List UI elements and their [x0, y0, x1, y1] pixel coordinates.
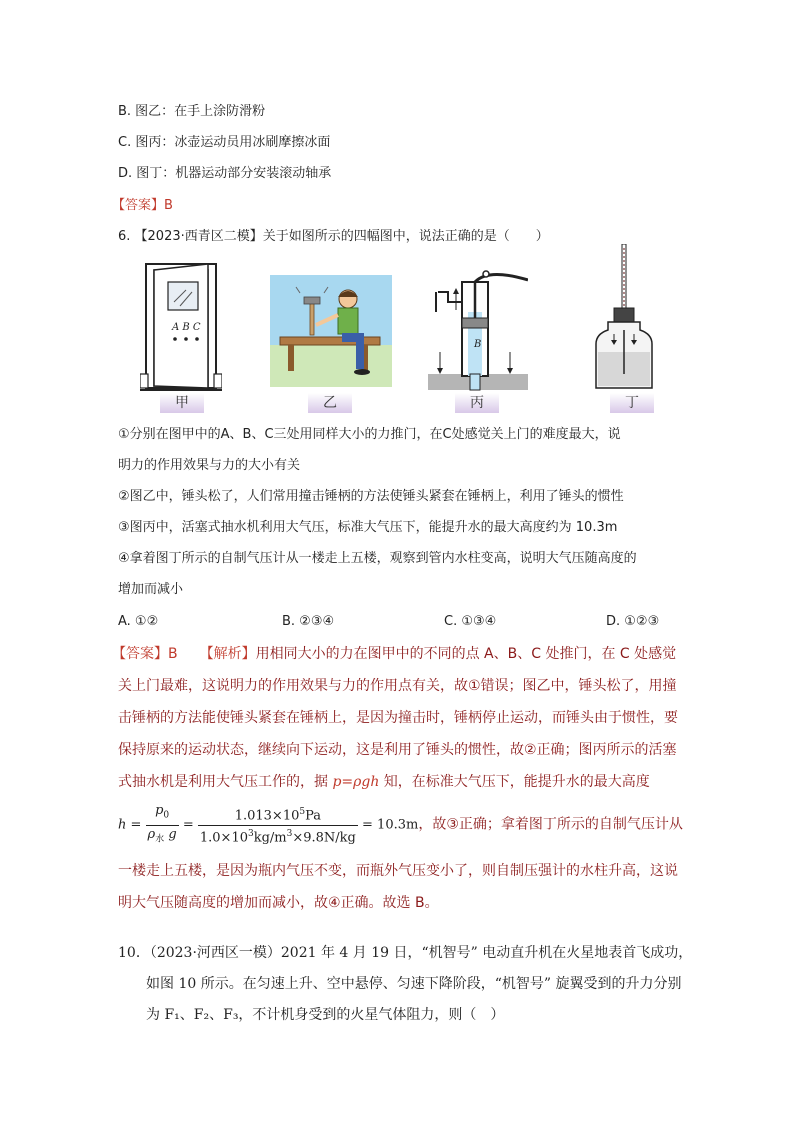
- formula-p0: p: [155, 803, 164, 818]
- formula-result: = 10.3m: [362, 817, 419, 833]
- choice-c: C. ①③④: [444, 614, 497, 629]
- height-formula: h = $\frac{p_0}{\rho_水 g}$ = $\frac{1.013\times 10^5Pa}{1.0\times 10^3kg/m^3\times 9.8N/kg}$ = 10.3m，故③正确；拿着图丁所示的自制气压计从: [118, 802, 683, 848]
- pump-b-label: B: [474, 339, 482, 350]
- analysis-line-2: 关上门最难，这说明力的作用效果与力的作用点有关，故①错误；图乙中，锤头松了，用撞: [118, 678, 677, 694]
- analysis-label: 【解析】: [199, 646, 256, 662]
- formula-frac-2: [198, 804, 358, 846]
- statement-2: ②图乙中，锤头松了，人们常用撞击锤柄的方法使锤头紧套在锤柄上，利用了锤头的惯性: [118, 489, 624, 504]
- analysis-line-5a: 式抽水机是利用大气压工作的，据: [118, 774, 333, 790]
- formula-num-unit: Pa: [305, 808, 322, 824]
- analysis-line-6-tail: ，故③正确；拿着图丁所示的自制气压计从: [418, 816, 683, 833]
- fig-label-bing: 丙: [455, 393, 499, 413]
- choice-a: A. ①②: [118, 614, 159, 629]
- hammer-figure: [270, 275, 392, 387]
- q10-line2: 如图 10 所示。在匀速上升、空中悬停、匀速下降阶段，“机智号” 旋翼受到的升力分别: [146, 976, 682, 992]
- q6-stem: 6. 【2023·西青区二模】关于如图所示的四幅图中，说法正确的是（ ）: [118, 229, 549, 244]
- analysis-line-7: 一楼走上五楼，是因为瓶内气压不变，而瓶外气压变小了，则自制压强计的水柱升高，这说: [118, 863, 678, 879]
- option-c-prev: C. 图丙：冰壶运动员用冰刷摩擦冰面: [118, 135, 331, 150]
- q6-answer-line: [112, 644, 676, 664]
- q10-line3: 为 F₁、F₂、F₃，不计机身受到的火星气体阻力，则（ ）: [146, 1007, 505, 1023]
- door-points-label: A B C: [172, 322, 201, 333]
- pump-figure: [428, 262, 528, 392]
- option-b-prev: B. 图乙：在手上涂防滑粉: [118, 104, 266, 119]
- formula-den2-exp2: 3: [286, 828, 293, 839]
- analysis-line-4: 保持原来的运动状态，继续向下运动，这是利用了锤头的惯性，故②正确；图丙所示的活塞: [118, 742, 677, 758]
- statement-1-line1: ①分别在图甲中的A、B、C三处用同样大小的力推门，在C处感觉关上门的难度最大，说: [118, 427, 621, 442]
- analysis-line-5b: 知，在标准大气压下，能提升水的最大高度: [379, 774, 650, 790]
- choice-d: D. ①②③: [606, 614, 660, 629]
- formula-h: h =: [118, 817, 142, 833]
- fig-label-yi: 乙: [308, 393, 352, 413]
- statement-1-line2: 明力的作用效果与力的大小有关: [118, 458, 301, 473]
- analysis-line-3: 击锤柄的方法能使锤头紧套在锤柄上，是因为撞击时，锤柄停止运动，而锤头由于惯性，要: [118, 710, 678, 726]
- answer-prev: 【答案】B: [112, 198, 173, 213]
- barometer-figure: [594, 244, 656, 392]
- formula-rho-sub: 水: [155, 834, 165, 845]
- analysis-line-8: 明大气压随高度的增加而减小，故④正确。故选 B。: [118, 895, 439, 911]
- fig-label-ding: 丁: [610, 393, 654, 413]
- formula-p0-sub: 0: [163, 810, 170, 821]
- statement-4-line2: 增加而减小: [118, 582, 184, 597]
- formula-num: 1.013×10: [234, 808, 300, 824]
- formula-den2-tail: ×9.8N/kg: [292, 829, 356, 845]
- formula-den2-rest: kg/m: [253, 829, 287, 845]
- formula-frac-1: [146, 802, 179, 848]
- fig-label-jia: 甲: [160, 393, 204, 413]
- analysis-line-5: [118, 772, 650, 792]
- formula-num-exp: 5: [299, 807, 306, 818]
- formula-den2: 1.0×10: [199, 829, 248, 845]
- option-d-prev: D. 图丁：机器运动部分安装滚动轴承: [118, 166, 332, 181]
- formula-den2-exp: 3: [247, 828, 254, 839]
- pressure-formula: p=ρgh: [332, 774, 380, 790]
- choice-b: B. ②③④: [282, 614, 335, 629]
- q10-line1: 10．（2023·河西区一模）2021 年 4 月 19 日，“机智号” 电动直升机在火星地表首飞成功，: [118, 945, 693, 961]
- analysis-line-1: 用相同大小的力在图甲中的不同的点 A、B、C 处推门，在 C 处感觉: [255, 646, 677, 662]
- statement-4-line1: ④拿着图丁所示的自制气压计从一楼走上五楼，观察到管内水柱变高，说明大气压随高度的: [118, 551, 637, 566]
- formula-rho: ρ: [147, 826, 156, 842]
- statement-3: ③图丙中，活塞式抽水机利用大气压，标准大气压下，能提升水的最大高度约为 10.3m: [118, 520, 618, 535]
- formula-g: g: [168, 826, 177, 842]
- q6-answer: 【答案】B: [112, 646, 178, 662]
